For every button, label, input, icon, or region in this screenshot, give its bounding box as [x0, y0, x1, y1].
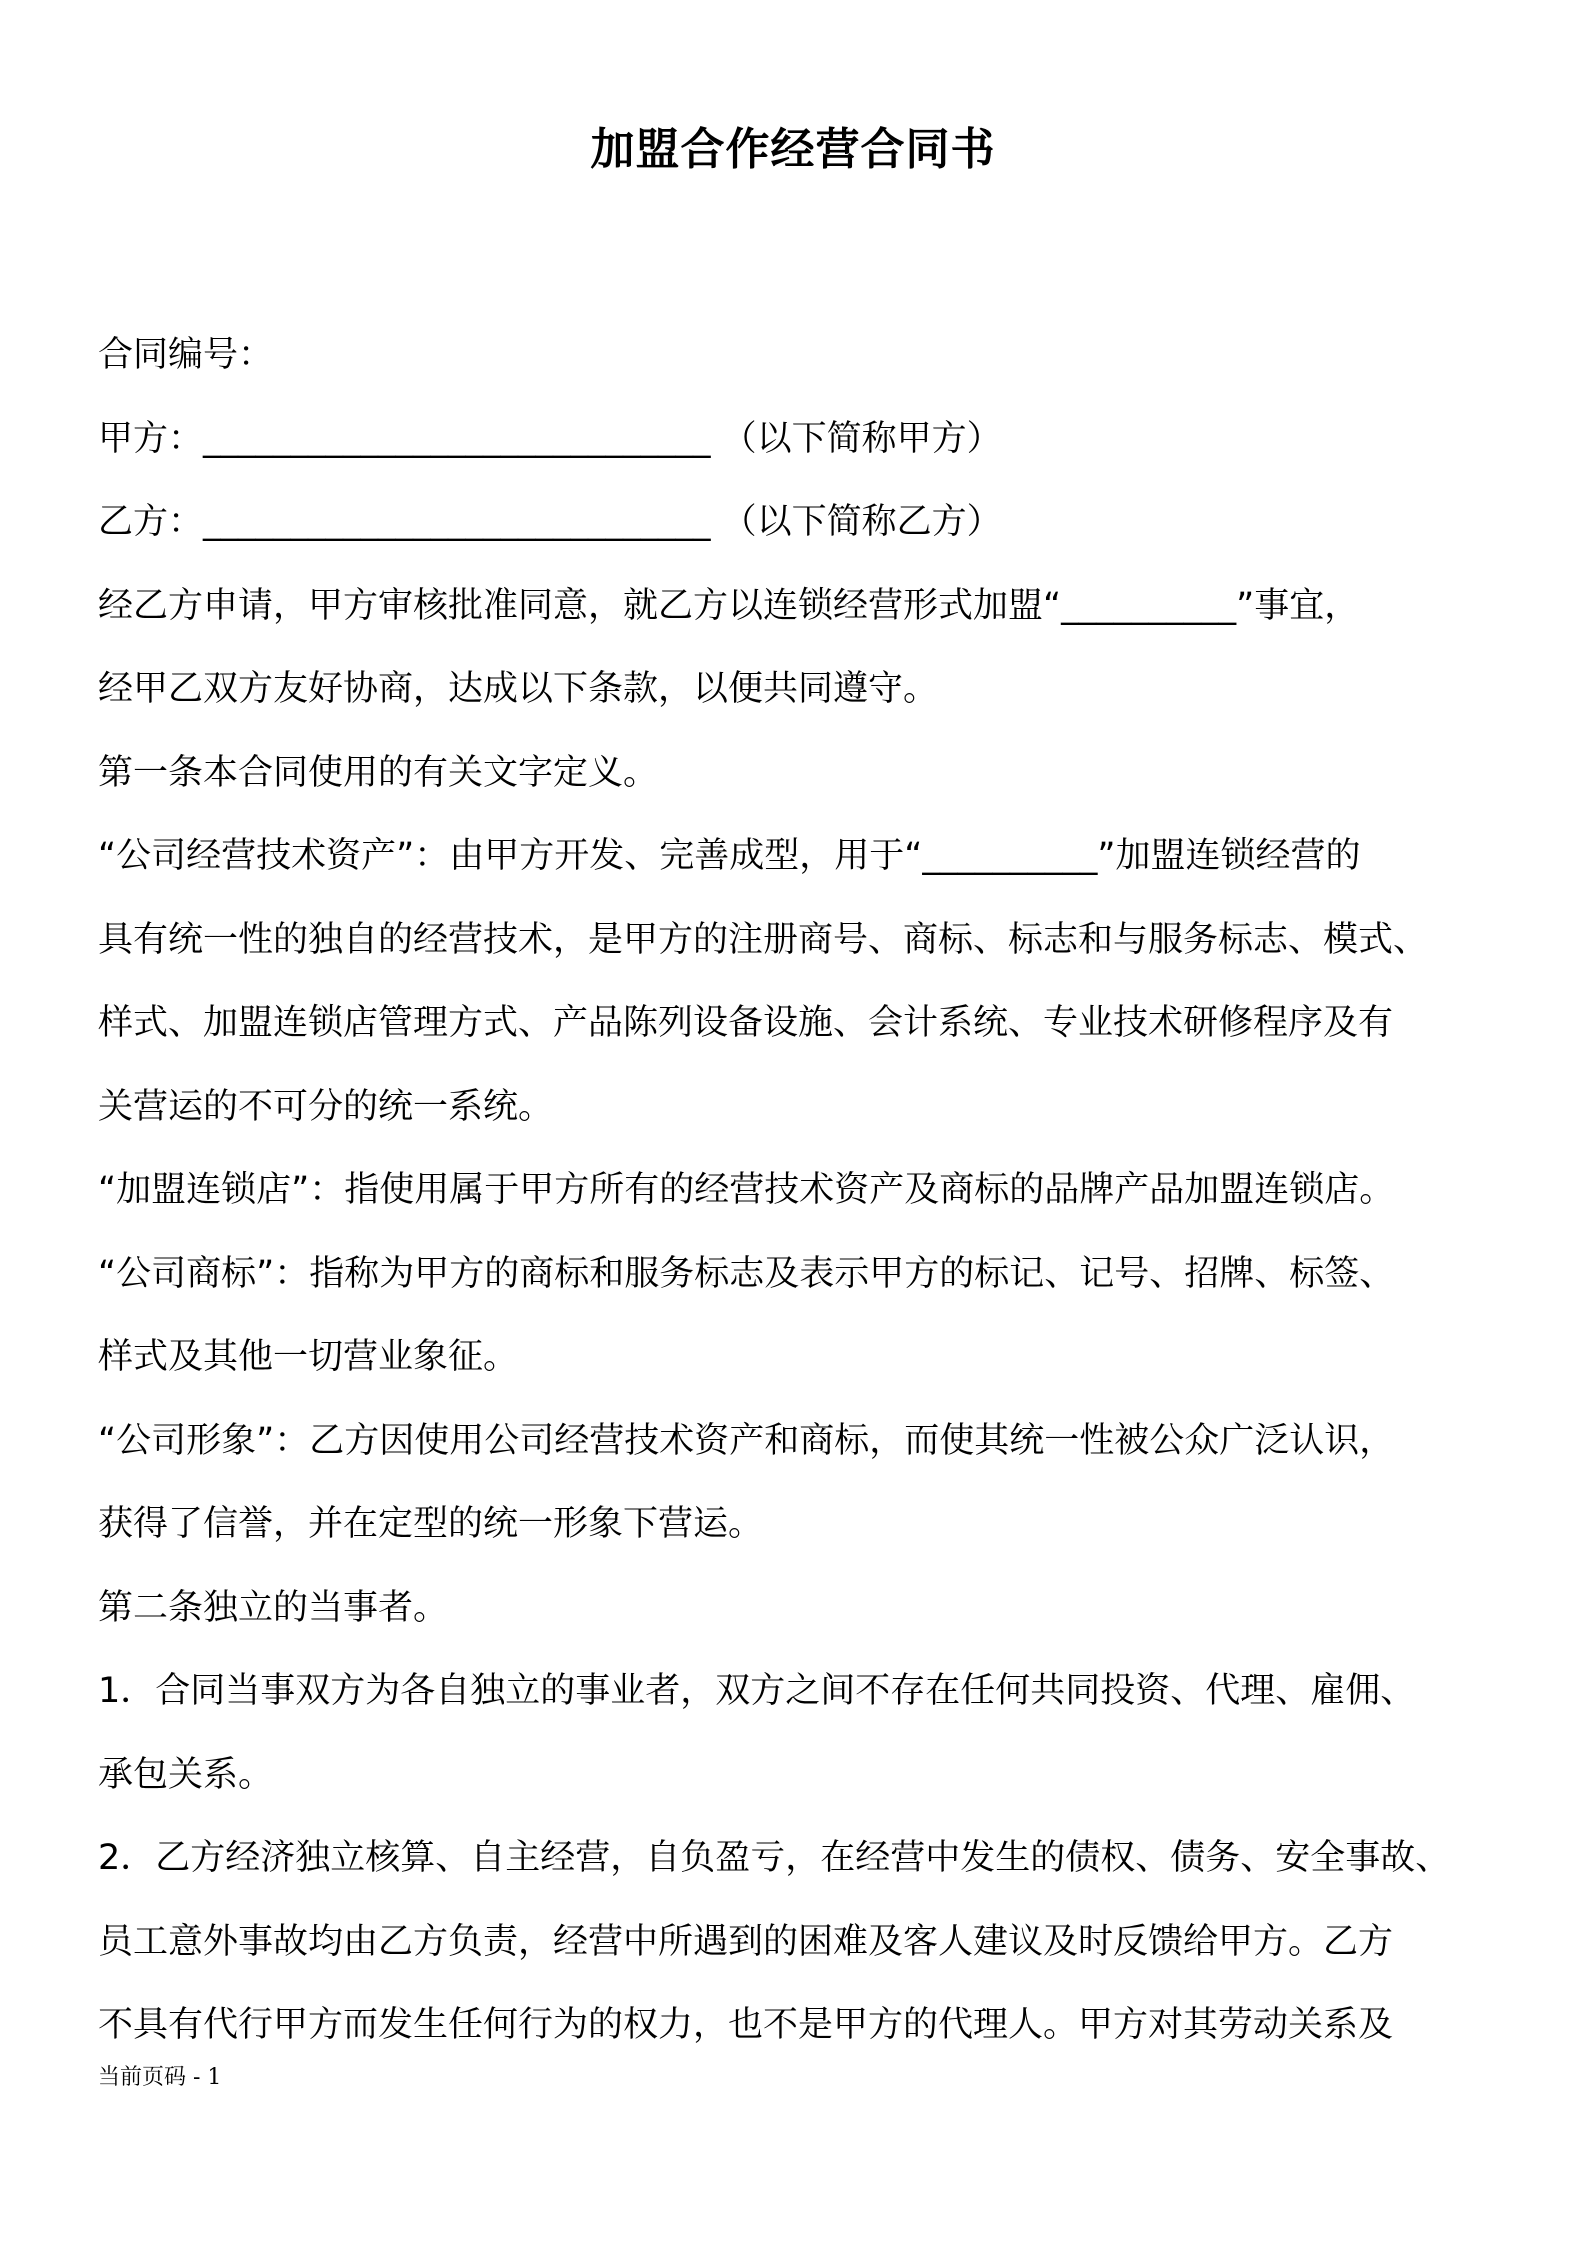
party-a-line: 甲方：_____________________________ （以下简称甲方） [98, 418, 1002, 459]
contract-number-line: 合同编号： [98, 335, 274, 375]
paragraph-line: 样式及其他一切营业象征。 [98, 1337, 519, 1377]
paragraph-line: 样式、加盟连锁店管理方式、产品陈列设备设施、会计系统、专业技术研修程序及有 [98, 1003, 1394, 1043]
paragraph-line: 经乙方申请，甲方审核批准同意，就乙方以连锁经营形式加盟“__________”事宜， [98, 585, 1360, 626]
paragraph-line: “加盟连锁店”：指使用属于甲方所有的经营技术资产及商标的品牌产品加盟连锁店。 [98, 1170, 1395, 1210]
paragraph-line: 1．合同当事双方为各自独立的事业者，双方之间不存在任何共同投资、代理、雇佣、 [98, 1671, 1416, 1711]
paragraph-line: 获得了信誉，并在定型的统一形象下营运。 [98, 1504, 764, 1544]
paragraph-line: “公司形象”：乙方因使用公司经营技术资产和商标，而使其统一性被公众广泛认识， [98, 1420, 1395, 1461]
page-number-footer: 当前页码 - 1 [98, 2065, 222, 2090]
article-heading: 第二条独立的当事者。 [98, 1587, 449, 1628]
paragraph-line: 经甲乙双方友好协商，达成以下条款，以便共同遵守。 [98, 669, 939, 709]
paragraph-line: 具有统一性的独自的经营技术，是甲方的注册商号、商标、标志和与服务标志、模式、 [98, 919, 1429, 960]
paragraph-line: 关营运的不可分的统一系统。 [98, 1086, 554, 1127]
paragraph-line: 不具有代行甲方而发生任何行为的权力，也不是甲方的代理人。甲方对其劳动关系及 [98, 2005, 1394, 2045]
document-title: 加盟合作经营合同书 [590, 124, 996, 175]
party-b-line: 乙方：_____________________________ （以下简称乙方） [98, 502, 1002, 542]
paragraph-line: “公司商标”：指称为甲方的商标和服务标志及表示甲方的标记、记号、招牌、标签、 [98, 1253, 1395, 1294]
paragraph-line: “公司经营技术资产”：由甲方开发、完善成型，用于“__________”加盟连锁经营的 [98, 836, 1361, 876]
paragraph-line: 2．乙方经济独立核算、自主经营，自负盈亏，在经营中发生的债权、债务、安全事故、 [98, 1838, 1451, 1878]
paragraph-line: 承包关系。 [98, 1754, 274, 1795]
article-heading: 第一条本合同使用的有关文字定义。 [98, 752, 659, 793]
paragraph-line: 员工意外事故均由乙方负责，经营中所遇到的困难及客人建议及时反馈给甲方。乙方 [98, 1921, 1394, 1962]
document-body [98, 314, 1498, 2068]
